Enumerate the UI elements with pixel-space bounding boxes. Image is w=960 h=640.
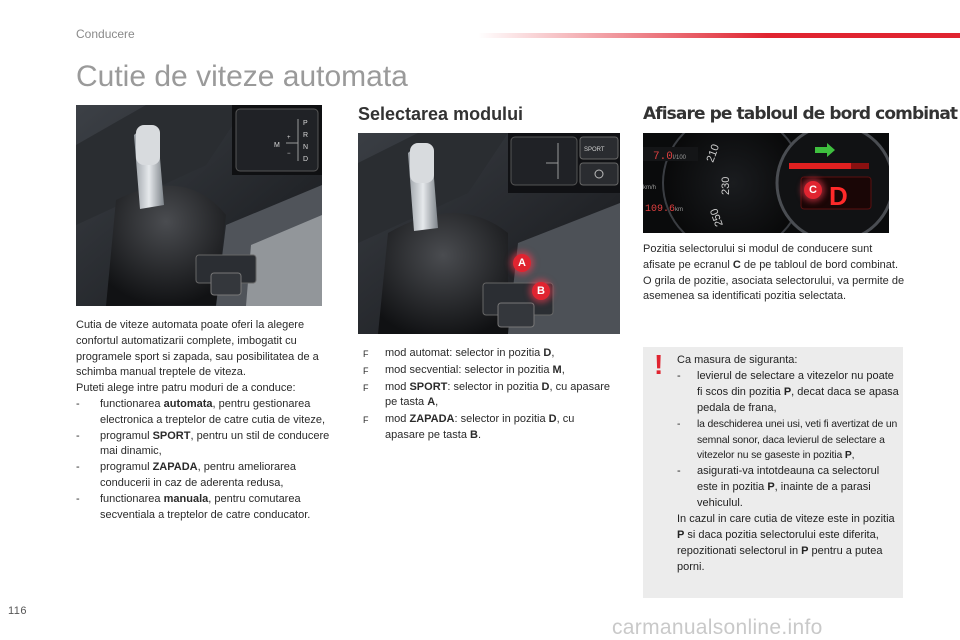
section-label: Conducere: [76, 27, 135, 41]
list-item-text: programul: [100, 461, 153, 474]
instrument-cluster-photo: [643, 133, 889, 233]
gate-label-plus: +: [287, 135, 291, 141]
list-item-text: functionarea: [100, 397, 164, 410]
safety-warning-box: [643, 347, 903, 598]
gate-label-n: N: [303, 144, 309, 151]
list-item-emphasis: SPORT: [409, 380, 448, 393]
list-item-text: asigurati-va intotdeauna ca selectorul este in pozitia: [697, 465, 880, 494]
bullet-arrow-icon: F: [363, 415, 369, 426]
list-item-text: functionarea: [100, 492, 164, 505]
list-item-text: .: [477, 428, 482, 441]
list-item-text: , decat daca se apasa pedala de frana,: [697, 385, 899, 414]
list-item-text: , pentru ameliorarea conducerii in caz de aderenta redusa,: [100, 461, 297, 489]
paragraph-emphasis: C: [732, 258, 741, 271]
consumption-value: 7.0: [653, 151, 673, 163]
paragraph-emphasis: P: [677, 528, 685, 541]
list-item-text: mod automat: selector in pozitia: [385, 347, 544, 359]
cluster-grid-paragraph: O grila de pozitie, asociata selectorului, va permite de asemenea sa identificati pozitia selectata.: [643, 274, 905, 303]
list-item: [677, 417, 899, 465]
list-item-text: la deschiderea unei usi, veti fi avertizat de un semnal sonor, daca levierul de selectare a vitezelor nu se gaseste in pozitia: [697, 418, 898, 462]
paragraph-text: si daca pozitia selectorului este diferita, repozitionati selectorul in: [677, 528, 879, 557]
list-item-text: : selector in pozitia: [447, 380, 542, 393]
list-item: [363, 412, 615, 444]
warning-text: [677, 353, 899, 576]
list-item-emphasis: D: [548, 413, 557, 426]
list-item-emphasis: D: [541, 380, 550, 393]
list-item-emphasis: B: [470, 428, 478, 441]
list-item: [677, 464, 899, 512]
list-item-text: , pentru comutarea secventiala a treptelor de catre conducator.: [100, 492, 311, 521]
consumption-unit: l/100: [673, 155, 687, 161]
section-heading-cluster-display: Afisare pe tabloul de bord combinat: [643, 104, 958, 124]
section-heading-mode-selection: Selectarea modului: [358, 104, 524, 124]
page-title: Cutie de viteze automata: [76, 60, 408, 93]
speed-tick-210: 210: [704, 142, 723, 165]
paragraph-text: pentru a putea porni.: [677, 544, 883, 573]
bullet-arrow-icon: F: [363, 349, 369, 359]
gate-label-p: P: [303, 120, 308, 127]
mode-bullets-list: [363, 346, 615, 444]
gear-selector-photo: [76, 105, 322, 306]
list-item: [76, 397, 338, 429]
list-dash: -: [76, 492, 80, 505]
warning-closing: [677, 512, 899, 576]
gear-indicator-d: D: [829, 181, 848, 211]
cluster-description-paragraph: [643, 242, 905, 274]
list-item-text: , pentru gestionarea electronica a treptelor de catre cutia de viteze,: [100, 397, 326, 426]
warning-title: Ca masura de siguranta:: [677, 354, 798, 366]
list-dash: -: [677, 465, 681, 478]
list-item: [363, 363, 615, 379]
cluster-description: [643, 242, 905, 305]
list-item-text: : selector in pozitia: [454, 413, 549, 426]
list-item: [363, 346, 615, 362]
callout-a-badge: A: [513, 254, 531, 272]
callout-b-badge: B: [532, 282, 550, 300]
intro-paragraph: Cutia de viteze automata poate oferi la alegere confortul automatizarii complete, imbogatit cu programele sport si zapada, sau posibilitatea de a schimba manual treptele de viteza.: [76, 319, 319, 379]
list-item-text: levierul de selectare a vitezelor nu poate fi scos din pozitia: [697, 369, 894, 398]
list-item-emphasis: A: [427, 396, 436, 409]
list-item: [76, 492, 338, 524]
list-item-emphasis: D: [543, 347, 552, 359]
paragraph-emphasis: P: [801, 544, 809, 557]
list-dash: -: [76, 429, 80, 442]
list-dash: -: [677, 418, 681, 430]
list-item-text: , inainte de a parasi vehiculul.: [697, 481, 871, 510]
list-item-text: mod: [385, 413, 410, 426]
bullet-arrow-icon: F: [363, 382, 369, 393]
list-item: [363, 380, 615, 412]
list-item-text: ,: [851, 450, 855, 462]
list-item-emphasis: automata: [163, 397, 213, 410]
list-item: [76, 429, 338, 461]
watermark-text: carmanualsonline.info: [612, 616, 823, 639]
mode-selector-photo: [358, 133, 620, 334]
list-item-emphasis: SPORT: [152, 429, 191, 442]
bullet-arrow-icon: F: [363, 365, 369, 376]
mode-bullets-block: [363, 346, 615, 445]
header-accent-rule: [478, 33, 960, 38]
list-item-emphasis: ZAPADA: [152, 461, 198, 474]
list-item-text: , cu apasare pe tasta: [385, 380, 611, 409]
list-item: [76, 460, 338, 492]
list-item-text: ,: [435, 396, 439, 409]
list-item-text: , pentru un stil de conducere mai dinamic,: [100, 429, 330, 458]
speed-unit: km/h: [643, 185, 657, 191]
page-number: 116: [8, 605, 28, 617]
gate-label-d: D: [303, 156, 309, 163]
paragraph-text: Pozitia selectorului si modul de conducere sunt afisate pe ecranul: [643, 243, 873, 271]
list-item-emphasis: P: [844, 450, 852, 462]
warning-exclamation-icon: !: [654, 349, 664, 380]
list-item-emphasis: P: [767, 481, 775, 494]
list-item: [677, 369, 899, 417]
list-item-text: mod: [385, 380, 410, 393]
list-item-emphasis: ZAPADA: [409, 413, 455, 426]
paragraph-text: In cazul in care cutia de viteze este in pozitia: [677, 513, 895, 526]
list-item-emphasis: manuala: [163, 492, 209, 505]
list-dash: -: [76, 461, 80, 474]
list-item-text: programul: [100, 429, 153, 442]
intro-text-block: [76, 318, 338, 523]
list-item-text: ,: [561, 363, 565, 376]
list-dash: -: [76, 397, 80, 410]
list-dash: -: [677, 369, 681, 382]
trip-unit: km: [675, 207, 683, 213]
list-item-text: ,: [551, 347, 555, 359]
gate-label-minus: −: [287, 151, 291, 157]
callout-c-badge: C: [804, 181, 822, 199]
gate-label-m: M: [274, 142, 280, 149]
sport-button-label: SPORT: [584, 147, 605, 153]
paragraph-text: de pe tabloul de bord combinat.: [740, 258, 899, 271]
speed-tick-250: 250: [708, 206, 726, 229]
list-item-text: , cu apasare pe tasta: [385, 413, 575, 441]
modes-lead-in: Puteti alege intre patru moduri de a conduce:: [76, 382, 296, 395]
driving-modes-list: [76, 397, 338, 523]
trip-value: 109.6: [645, 204, 676, 215]
list-item-emphasis: P: [783, 385, 792, 398]
list-item-text: mod secvential: selector in pozitia: [385, 363, 553, 376]
list-item-emphasis: M: [552, 363, 562, 376]
gate-label-r: R: [303, 132, 309, 139]
speed-tick-230: 230: [720, 176, 732, 195]
